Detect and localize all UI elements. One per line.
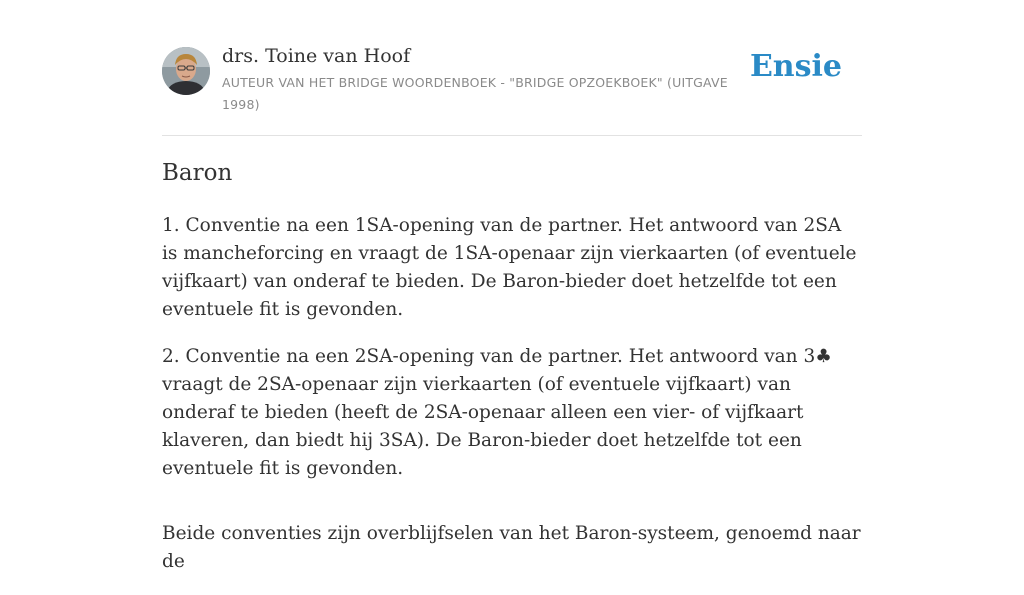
page-container bbox=[162, 0, 862, 572]
author-name[interactable]: drs. Toine van Hoof bbox=[222, 45, 411, 67]
article-paragraph: 2. Conventie na een 2SA-opening van de partner. Het antwoord van 3♣ vraagt de 2SA-openaar zijn vierkaarten (of eventuele vijfkaart) van onderaf te bieden (heeft de 2SA-openaar alleen een vier- of vijfkaart klaveren, dan biedt hij 3SA). De Baron-bieder doet hetzelfde tot een eventuele fit is gevonden. bbox=[162, 346, 832, 479]
author-header bbox=[162, 0, 862, 136]
author-subtitle: AUTEUR VAN HET BRIDGE WOORDENBOEK - "BRIDGE OPZOEKBOEK" (UITGAVE 1998) bbox=[222, 75, 728, 112]
brand-logo[interactable]: Ensie bbox=[749, 49, 842, 84]
article-body bbox=[162, 212, 862, 595]
person-photo-icon bbox=[162, 47, 210, 95]
author-avatar[interactable] bbox=[162, 47, 210, 95]
article-paragraph: 1. Conventie na een 1SA-opening van de partner. Het antwoord van 2SA is mancheforcing en vraagt de 1SA-openaar zijn vierkaarten (of eventuele vijfkaart) van onderaf te bieden. De Baron-bieder doet hetzelfde tot een eventuele fit is gevonden. bbox=[162, 215, 857, 320]
article-paragraph: Beide conventies zijn overblijfselen van het Baron-systeem, genoemd naar de bbox=[162, 523, 861, 572]
article-title: Baron bbox=[162, 160, 233, 186]
